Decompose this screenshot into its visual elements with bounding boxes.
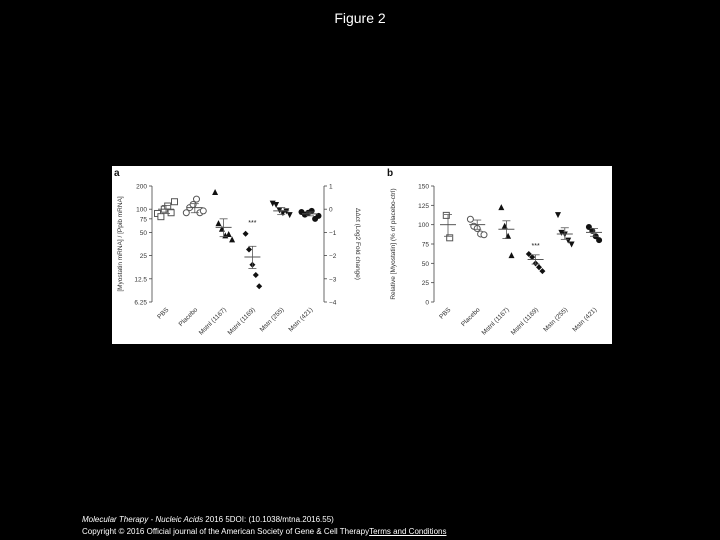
data-point: [172, 199, 178, 205]
y2-tick-label: −3: [329, 276, 337, 284]
data-point: [243, 231, 249, 237]
y-tick-label: 6.25: [134, 299, 147, 307]
y2-axis-label: ΔΔct (Log2 Fold change): [354, 208, 361, 280]
y-tick-label: 75: [421, 241, 429, 249]
x-tick-label: PBS: [438, 306, 453, 321]
data-point: [158, 214, 164, 220]
page-title: Figure 2: [334, 10, 386, 26]
data-point: [194, 196, 200, 202]
y2-tick-label: −2: [329, 253, 337, 261]
y2-tick-label: 1: [329, 183, 333, 191]
significance-label: ***: [248, 220, 257, 228]
data-point: [502, 223, 508, 229]
x-tick-label: Mstn (255): [258, 306, 286, 334]
data-point: [539, 268, 545, 274]
data-point: [498, 204, 504, 210]
citation-doi: 2016 5DOI: (10.1038/mtna.2016.55): [203, 515, 334, 524]
x-tick-label: Mstn (255): [542, 306, 570, 334]
data-point: [165, 203, 171, 209]
y-tick-label: 125: [418, 202, 429, 210]
y-tick-label: 50: [139, 229, 147, 237]
y-tick-label: 100: [418, 222, 429, 230]
data-point: [246, 246, 252, 252]
data-point: [536, 264, 542, 270]
x-tick-label: Mstn (421): [287, 306, 315, 334]
y2-tick-label: 0: [329, 206, 333, 214]
copyright-line: [82, 526, 446, 538]
y-tick-label: 50: [421, 260, 429, 268]
x-tick-label: Mstnl (1167): [480, 306, 511, 337]
y-axis-label: [Myostatin mRNA] / [Ppib mRNA]: [117, 196, 124, 292]
x-tick-label: Mstn (421): [571, 306, 599, 334]
y-tick-label: 100: [136, 206, 147, 214]
significance-label: ***: [531, 242, 540, 250]
x-tick-label: Placebo: [177, 306, 200, 329]
y2-tick-label: −1: [329, 229, 337, 237]
data-point: [467, 216, 473, 222]
data-point: [287, 212, 293, 218]
figure-svg: [112, 166, 612, 344]
x-tick-label: Mstnl (1167): [197, 306, 229, 337]
y-tick-label: 150: [418, 183, 429, 191]
y-axis-label: Relative [Myostatin] (% of placebo-ctrl): [390, 188, 397, 300]
y-tick-label: 25: [421, 280, 429, 288]
y-tick-label: 0: [425, 299, 429, 307]
data-point: [569, 242, 575, 248]
panel-letter: b: [387, 168, 394, 179]
figure-panel: [112, 166, 612, 344]
x-tick-label: Mstnl (1169): [509, 306, 541, 337]
x-tick-label: Mstnl (1169): [226, 306, 257, 337]
journal-name: Molecular Therapy - Nucleic Acids: [82, 515, 204, 524]
data-point: [226, 231, 232, 237]
data-point: [555, 212, 561, 218]
data-point: [212, 189, 218, 195]
data-point: [168, 210, 174, 216]
data-point: [229, 236, 235, 242]
data-point: [509, 252, 515, 258]
data-point: [256, 283, 262, 289]
data-point: [596, 237, 602, 243]
data-point: [273, 202, 279, 208]
copyright-text: Copyright © 2016 Official journal of the American Society of Gene & Cell Therapy: [82, 527, 370, 536]
y-tick-label: 75: [139, 216, 147, 224]
x-tick-label: PBS: [156, 306, 171, 321]
data-point: [190, 202, 196, 208]
data-point: [481, 232, 487, 238]
y-tick-label: 12.5: [134, 276, 147, 284]
y-tick-label: 200: [136, 183, 147, 191]
data-point: [200, 208, 206, 214]
citation-line: [82, 514, 446, 526]
data-point: [253, 272, 259, 278]
y-tick-label: 25: [139, 253, 147, 261]
panel-letter: a: [114, 168, 120, 179]
footer: [82, 514, 446, 538]
y2-tick-label: −4: [329, 299, 337, 307]
data-point: [216, 220, 222, 226]
terms-link[interactable]: Terms and Conditions: [369, 527, 447, 536]
x-tick-label: Placebo: [460, 306, 482, 329]
